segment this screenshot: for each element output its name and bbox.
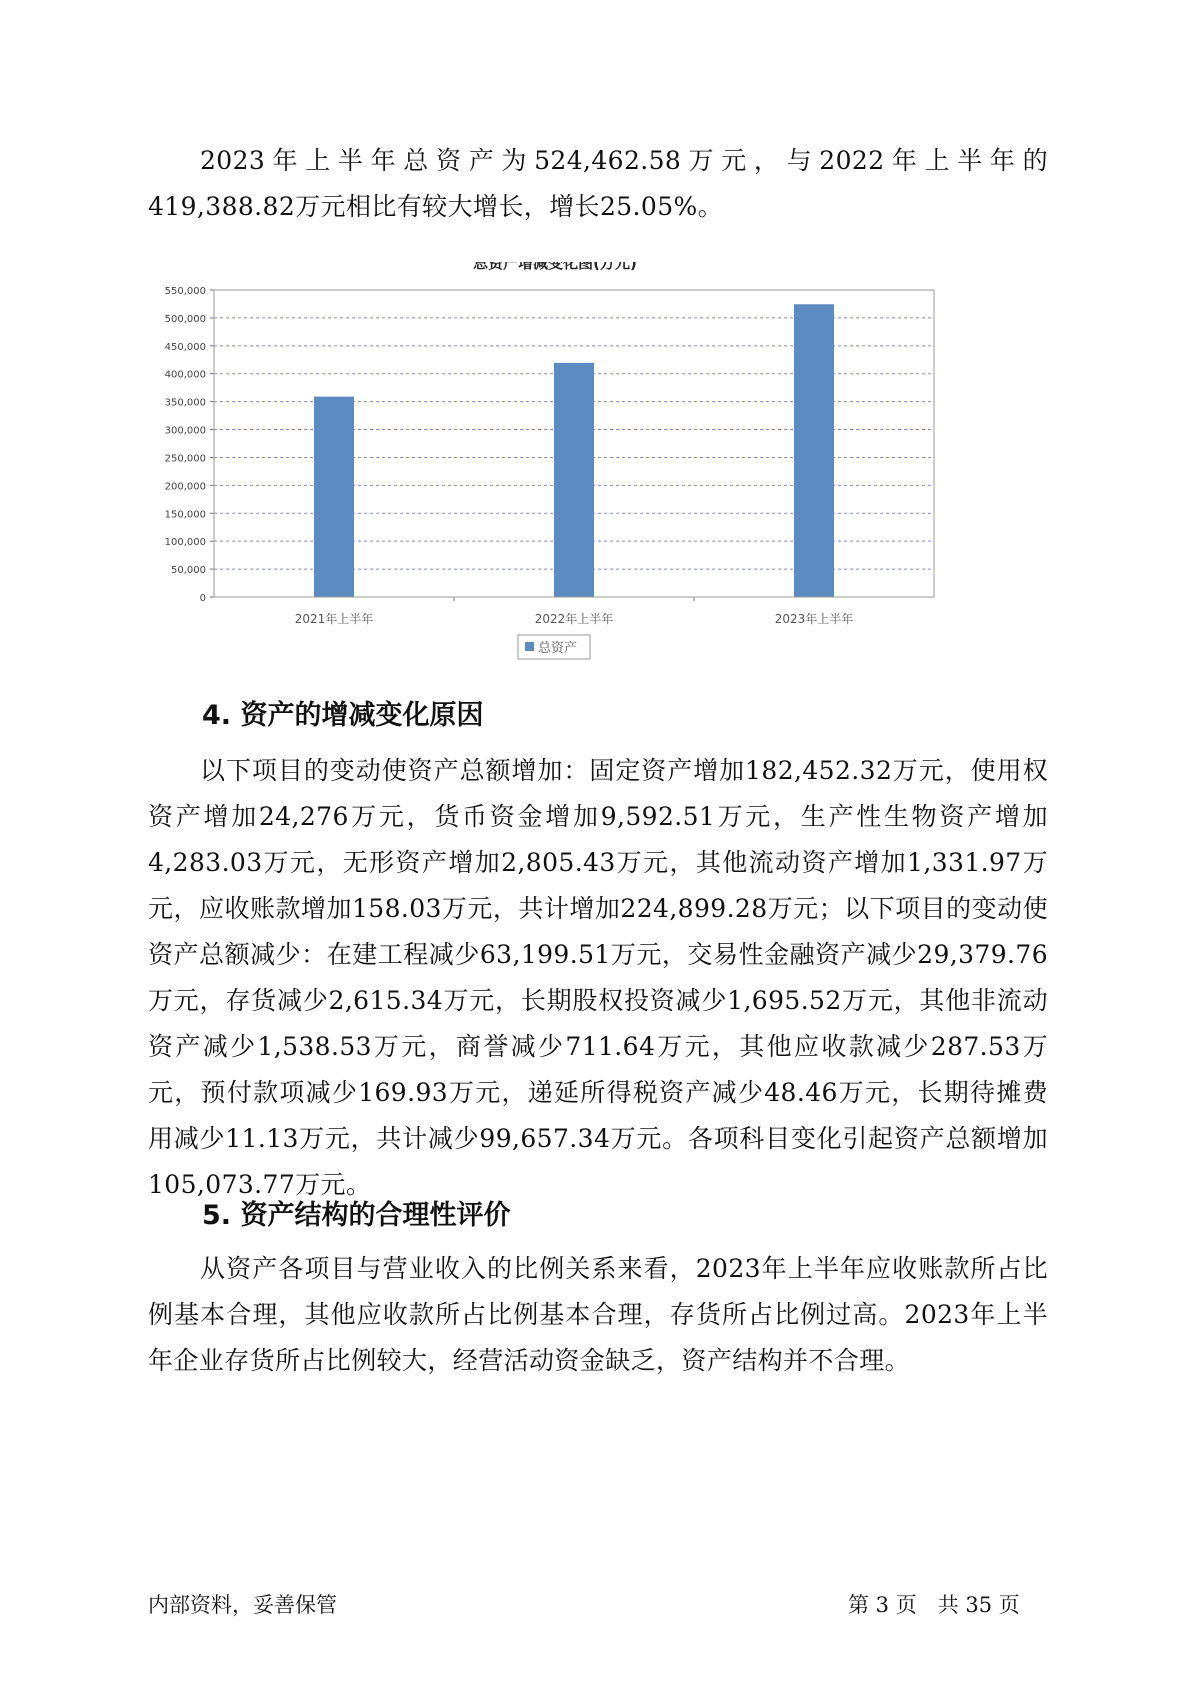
footer-page-number: 第 3 页 共 35 页 xyxy=(848,1593,1020,1617)
y-tick-label: 150,000 xyxy=(164,509,206,521)
footer-confidential-note: 内部资料，妥善保管 xyxy=(148,1593,337,1617)
chart-svg xyxy=(150,262,1050,722)
y-tick-label: 550,000 xyxy=(164,286,206,297)
chart-y-axis xyxy=(165,286,214,604)
y-tick-label: 50,000 xyxy=(171,565,206,577)
section-5-heading: 5. 资产结构的合理性评价 xyxy=(202,1200,511,1231)
x-tick-label: 2023年上半年 xyxy=(774,612,854,626)
intro-paragraph: 2023年上半年总资产为524,462.58万元，与2022年上半年的419,388.82万元相比有较大增长，增长25.05%。 xyxy=(148,146,1048,221)
total-assets-chart xyxy=(150,262,1050,722)
chart-legend xyxy=(518,635,590,659)
bar xyxy=(554,363,594,597)
bar xyxy=(314,397,354,597)
legend-label: 总资产 xyxy=(538,641,578,656)
legend-swatch xyxy=(525,642,534,651)
y-tick-label: 200,000 xyxy=(164,481,206,493)
y-tick-label: 350,000 xyxy=(164,397,206,409)
chart-bars xyxy=(314,304,834,597)
section-4-heading: 4. 资产的增减变化原因 xyxy=(202,700,484,731)
y-tick-label: 0 xyxy=(199,593,206,604)
y-tick-label: 400,000 xyxy=(164,369,206,381)
y-tick-label: 450,000 xyxy=(164,341,206,353)
bar xyxy=(794,304,834,597)
chart-x-axis xyxy=(295,597,854,626)
y-tick-label: 100,000 xyxy=(164,537,206,549)
y-tick-label: 250,000 xyxy=(164,453,206,465)
section-4-body: 以下项目的变动使资产总额增加：固定资产增加182,452.32万元，使用权资产增加24,276万元，货币资金增加9,592.51万元，生产性生物资产增加4,283.03万元，无形资产增加2,805.43万元，其他流动资产增加1,331.97万元，应收账款增加158.03万元，共计增加224,899.28万元；以下项目的变动使资产总额减少：在建工程减少63,199.51万元，交易性金融资产减少29,379.76万元，存货减少2,615.34万元，长期股权投资减少1,695.52万元，其他非流动资产减少1,538.53万元，商誉减少711.64万元，其他应收款减少287.53万元，预付款项减少169.93万元，递延所得税资产减少48.46万元，长期待摊费用减少11.13万元，共计减少99,657.34万元。各项科目变化引起资产总额增加105,073.77万元。 xyxy=(148,756,1048,1199)
x-tick-label: 2022年上半年 xyxy=(534,612,614,626)
chart-title: 总资产增减变化图(万元) xyxy=(473,262,637,272)
x-tick-label: 2021年上半年 xyxy=(294,612,374,626)
section-5-body: 从资产各项目与营业收入的比例关系来看，2023年上半年应收账款所占比例基本合理，其他应收款所占比例基本合理，存货所占比例过高。2023年上半年企业存货所占比例较大，经营活动资金缺乏，资产结构并不合理。 xyxy=(148,1254,1048,1375)
y-tick-label: 500,000 xyxy=(164,313,206,325)
y-tick-label: 300,000 xyxy=(164,425,206,437)
